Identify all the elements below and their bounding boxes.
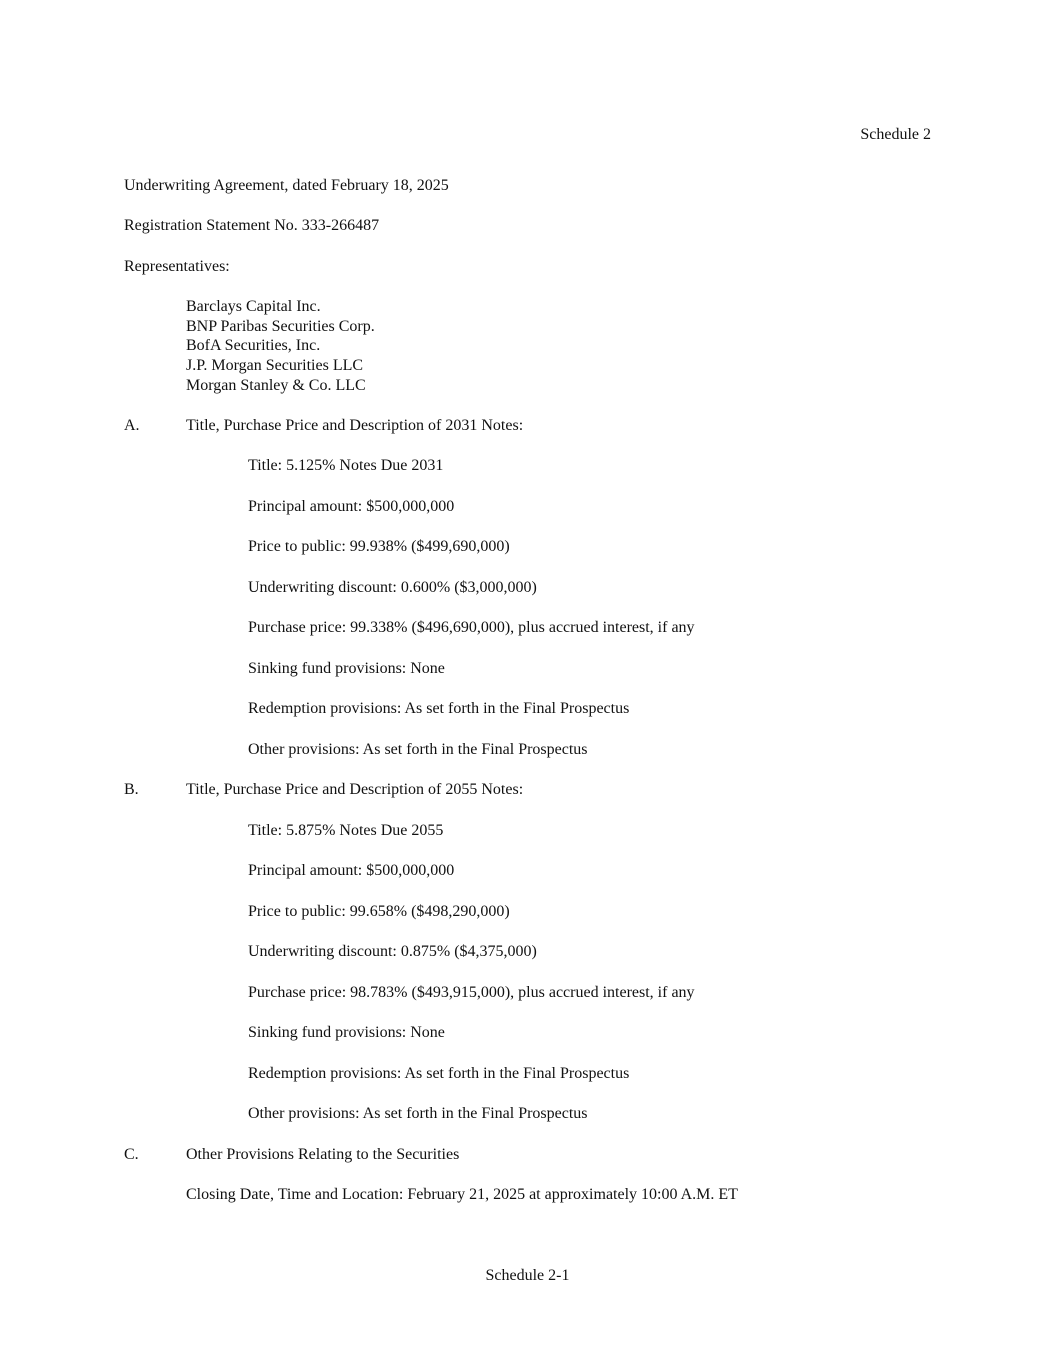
section-item: Other provisions: As set forth in the Final Prospectus (248, 1105, 588, 1122)
section-item: Other provisions: As set forth in the Final Prospectus (248, 741, 588, 758)
representatives-label: Representatives: (124, 258, 230, 275)
section-letter: C. (124, 1146, 139, 1163)
section-item: Redemption provisions: As set forth in the Final Prospectus (248, 1065, 630, 1082)
section-letter: A. (124, 417, 140, 434)
closing-line: Closing Date, Time and Location: February 21, 2025 at approximately 10:00 A.M. ET (186, 1186, 738, 1203)
section-item: Price to public: 99.658% ($498,290,000) (248, 903, 510, 920)
section-heading: Other Provisions Relating to the Securities (186, 1146, 460, 1163)
section-item: Principal amount: $500,000,000 (248, 498, 455, 515)
section-heading: Title, Purchase Price and Description of 2031 Notes: (186, 417, 524, 434)
section-item: Underwriting discount: 0.600% ($3,000,000) (248, 579, 537, 596)
schedule-header: Schedule 2 (860, 126, 931, 143)
section-item: Redemption provisions: As set forth in the Final Prospectus (248, 700, 630, 717)
representative-name: J.P. Morgan Securities LLC (186, 357, 364, 374)
representative-name: BofA Securities, Inc. (186, 337, 321, 354)
section-item: Underwriting discount: 0.875% ($4,375,000) (248, 943, 537, 960)
representative-name: Barclays Capital Inc. (186, 298, 321, 315)
agreement-line: Underwriting Agreement, dated February 18, 2025 (124, 177, 449, 194)
section-item: Title: 5.875% Notes Due 2055 (248, 822, 444, 839)
section-item: Price to public: 99.938% ($499,690,000) (248, 538, 510, 555)
section-heading: Title, Purchase Price and Description of 2055 Notes: (186, 781, 524, 798)
section-item: Sinking fund provisions: None (248, 1024, 445, 1041)
section-item: Principal amount: $500,000,000 (248, 862, 455, 879)
representative-name: BNP Paribas Securities Corp. (186, 318, 375, 335)
section-item: Title: 5.125% Notes Due 2031 (248, 457, 444, 474)
section-item: Purchase price: 98.783% ($493,915,000), plus accrued interest, if any (248, 984, 695, 1001)
section-letter: B. (124, 781, 139, 798)
registration-line: Registration Statement No. 333-266487 (124, 217, 380, 234)
section-item: Purchase price: 99.338% ($496,690,000), plus accrued interest, if any (248, 619, 695, 636)
representative-name: Morgan Stanley & Co. LLC (186, 377, 366, 394)
page-footer: Schedule 2-1 (485, 1267, 570, 1284)
section-item: Sinking fund provisions: None (248, 660, 445, 677)
